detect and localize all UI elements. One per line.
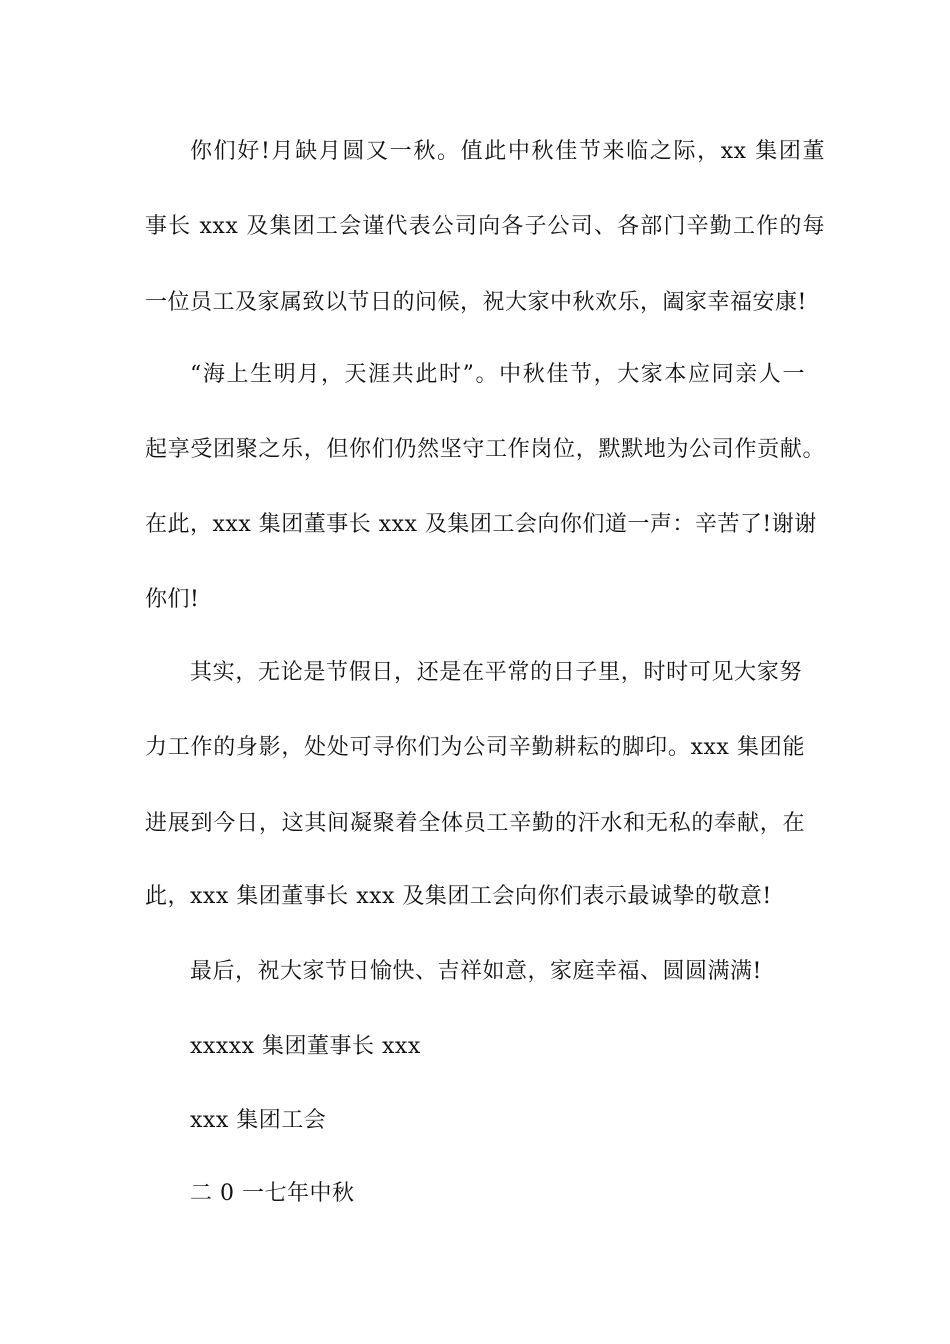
paragraph-2-line-4: 你们! (145, 587, 200, 612)
paragraph-1-line-1: 你们好!月缺月圆又一秋。值此中秋佳节来临之际，xx 集团董 (190, 139, 825, 164)
paragraph-3-line-1: 其实，无论是节假日，还是在平常的日子里，时时可见大家努 (190, 660, 802, 685)
paragraph-3-line-3: 进展到今日，这其间凝聚着全体员工辛勤的汗水和无私的奉献，在 (145, 811, 805, 836)
paragraph-2-line-3: 在此，xxx 集团董事长 xxx 及集团工会向你们道一声：辛苦了!谢谢 (145, 512, 817, 537)
paragraph-1-line-3: 一位员工及家属致以节日的问候，祝大家中秋欢乐，阖家幸福安康! (145, 290, 807, 315)
paragraph-1-line-2: 事长 xxx 及集团工会谨代表公司向各子公司、各部门辛勤工作的每 (145, 214, 825, 239)
signature-chairman: xxxxx 集团董事长 xxx (190, 1034, 421, 1059)
paragraph-2-line-2: 起享受团聚之乐，但你们仍然坚守工作岗位，默默地为公司作贡献。 (145, 437, 825, 462)
paragraph-4-line-1: 最后，祝大家节日愉快、吉祥如意，家庭幸福、圆圆满满! (190, 959, 762, 984)
paragraph-3-line-4: 此，xxx 集团董事长 xxx 及集团工会向你们表示最诚挚的敬意! (145, 884, 772, 909)
paragraph-3-line-2: 力工作的身影，处处可寻你们为公司辛勤耕耘的脚印。xxx 集团能 (145, 735, 805, 760)
paragraph-2-line-1: “海上生明月，天涯共此时”。中秋佳节，大家本应同亲人一 (190, 362, 805, 387)
signature-union: xxx 集团工会 (190, 1108, 327, 1133)
signature-date: 二 0 一七年中秋 (190, 1181, 355, 1206)
